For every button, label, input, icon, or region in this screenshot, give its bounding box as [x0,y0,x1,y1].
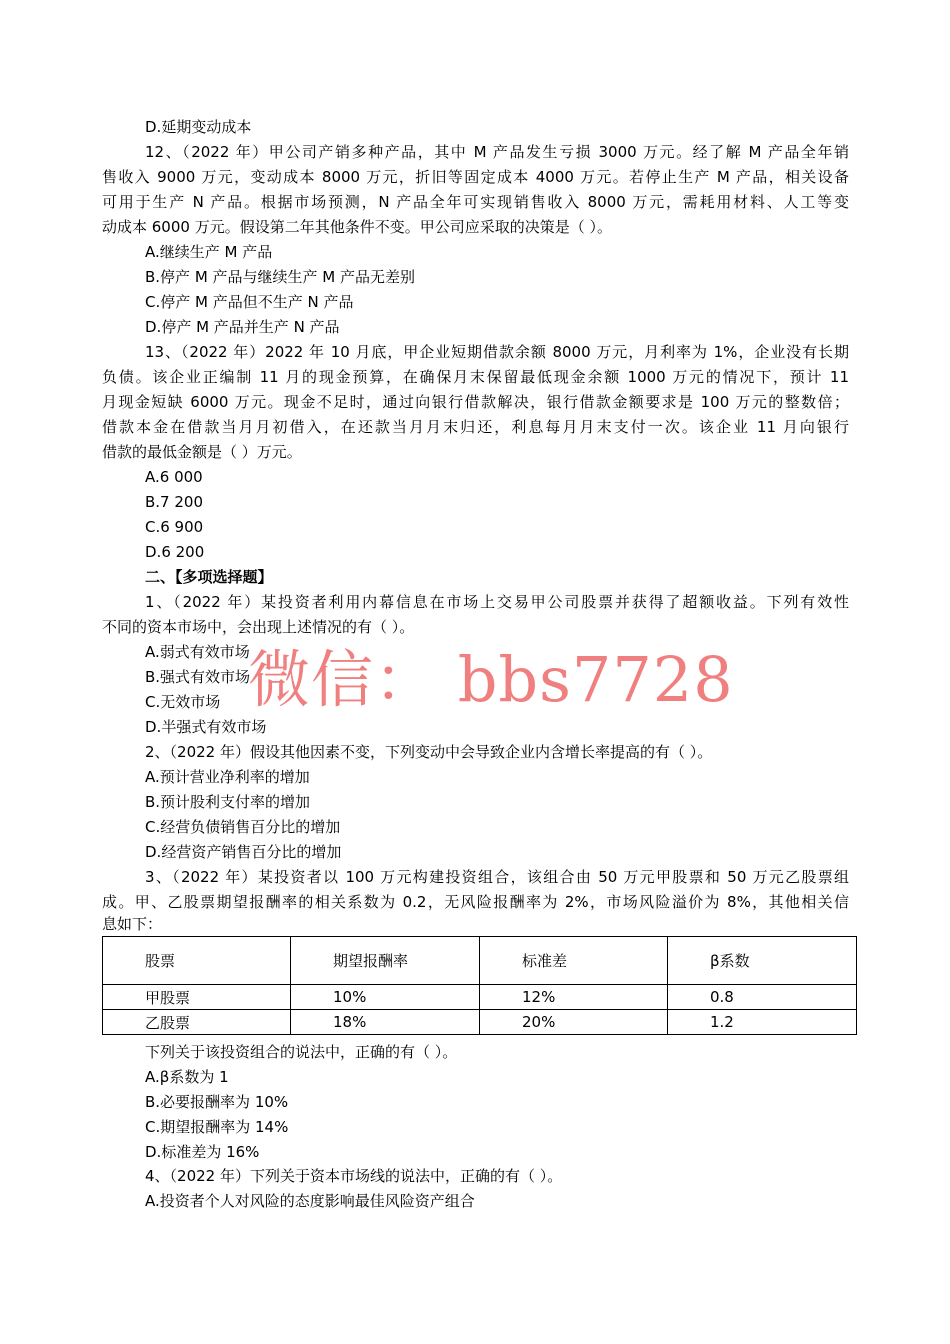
table-cell: 甲股票 [103,985,291,1010]
m2-option-a: A.预计营业净利率的增加 [145,768,310,786]
m4-option-a: A.投资者个人对风险的态度影响最佳风险资产组合 [145,1192,475,1210]
table-row [103,985,857,1010]
table-cell: 12% [480,985,668,1010]
q12-option-d: D.停产 M 产品并生产 N 产品 [145,318,340,336]
q12-option-a: A.继续生产 M 产品 [145,243,273,261]
q13-stem-line-1: 13、（2022 年）2022 年 10 月底，甲企业短期借款余额 8000 万元，月利率为 1%，企业没有长期 [145,343,849,361]
m2-stem: 2、（2022 年）假设其他因素不变，下列变动中会导致企业内含增长率提高的有（ ）。 [145,743,713,761]
q12-option-b: B.停产 M 产品与继续生产 M 产品无差别 [145,268,416,286]
section-heading: 二、【多项选择题】 [145,568,273,586]
q12-stem-line-1: 12、（2022 年）甲公司产销多种产品，其中 M 产品发生亏损 3000 万元。经了解 M 产品全年销 [145,143,849,161]
table-cell: 10% [291,985,480,1010]
m2-option-c: C.经营负债销售百分比的增加 [145,818,341,836]
q12-stem-line-4: 动成本 6000 万元。假设第二年其他条件不变。甲公司应采取的决策是（ ）。 [102,218,612,236]
table-row [103,1010,857,1035]
q13-option-c: C.6 900 [145,518,204,536]
q12-stem-line-2: 售收入 9000 万元，变动成本 8000 万元，折旧等固定成本 4000 万元。若停止生产 M 产品，相关设备 [102,168,849,186]
m1-option-a: A.弱式有效市场 [145,643,250,661]
q12-option-c: C.停产 M 产品但不生产 N 产品 [145,293,354,311]
m3-question: 下列关于该投资组合的说法中，正确的有（ ）。 [145,1043,458,1061]
q13-option-a: A.6 000 [145,468,203,486]
m1-stem-line-2: 不同的资本市场中，会出现上述情况的有（ ）。 [102,618,415,636]
m3-stem-line-1: 3、（2022 年）某投资者以 100 万元构建投资组合，该组合由 50 万元甲股票和 50 万元乙股票组 [145,868,849,886]
q13-option-d: D.6 200 [145,543,205,561]
q11-option-d: D.延期变动成本 [145,118,252,136]
q13-stem-line-3: 月现金短缺 6000 万元。现金不足时，通过向银行借款解决，银行借款金额要求是 100 万元的整数倍； [102,393,849,411]
table-cell: 20% [480,1010,668,1035]
q13-option-b: B.7 200 [145,493,204,511]
q13-stem-line-2: 负债。该企业正编制 11 月的现金预算，在确保月末保留最低现金余额 1000 万元的情况下，预计 11 [102,368,849,386]
m3-stem-line-2: 成。甲、乙股票期望报酬率的相关系数为 0.2，无风险报酬率为 2%，市场风险溢价为 8%，其他相关信 [102,893,849,911]
stock-info-table [102,936,857,1035]
q12-stem-line-3: 可用于生产 N 产品。根据市场预测，N 产品全年可实现销售收入 8000 万元，需耗用材料、人工等变 [102,193,849,211]
m3-option-c: C.期望报酬率为 14% [145,1118,289,1136]
m3-option-d: D.标准差为 16% [145,1143,260,1161]
watermark: 微信： bbs7728 [248,643,734,716]
m2-option-d: D.经营资产销售百分比的增加 [145,843,342,861]
m1-option-d: D.半强式有效市场 [145,718,267,736]
table-header-cell: 股票 [103,937,291,985]
m3-stem-line-3: 息如下： [102,915,163,933]
table-header-cell: β系数 [668,937,857,985]
m2-option-b: B.预计股利支付率的增加 [145,793,311,811]
m3-option-a: A.β系数为 1 [145,1068,229,1086]
q13-stem-line-4: 借款本金在借款当月月初借入，在还款当月月末归还，利息每月月末支付一次。该企业 11 月向银行 [102,418,849,436]
table-cell: 18% [291,1010,480,1035]
m1-option-c: C.无效市场 [145,693,221,711]
table-header-cell: 期望报酬率 [291,937,480,985]
m1-option-b: B.强式有效市场 [145,668,251,686]
table-cell: 1.2 [668,1010,857,1035]
m4-stem: 4、（2022 年）下列关于资本市场线的说法中，正确的有（ ）。 [145,1167,563,1185]
m1-stem-line-1: 1、（2022 年）某投资者利用内幕信息在市场上交易甲公司股票并获得了超额收益。下列有效性 [145,593,849,611]
m3-option-b: B.必要报酬率为 10% [145,1093,289,1111]
table-cell: 乙股票 [103,1010,291,1035]
q13-stem-line-5: 借款的最低金额是（ ）万元。 [102,443,302,461]
table-header-cell: 标准差 [480,937,668,985]
table-header-row [103,937,857,985]
table-cell: 0.8 [668,985,857,1010]
